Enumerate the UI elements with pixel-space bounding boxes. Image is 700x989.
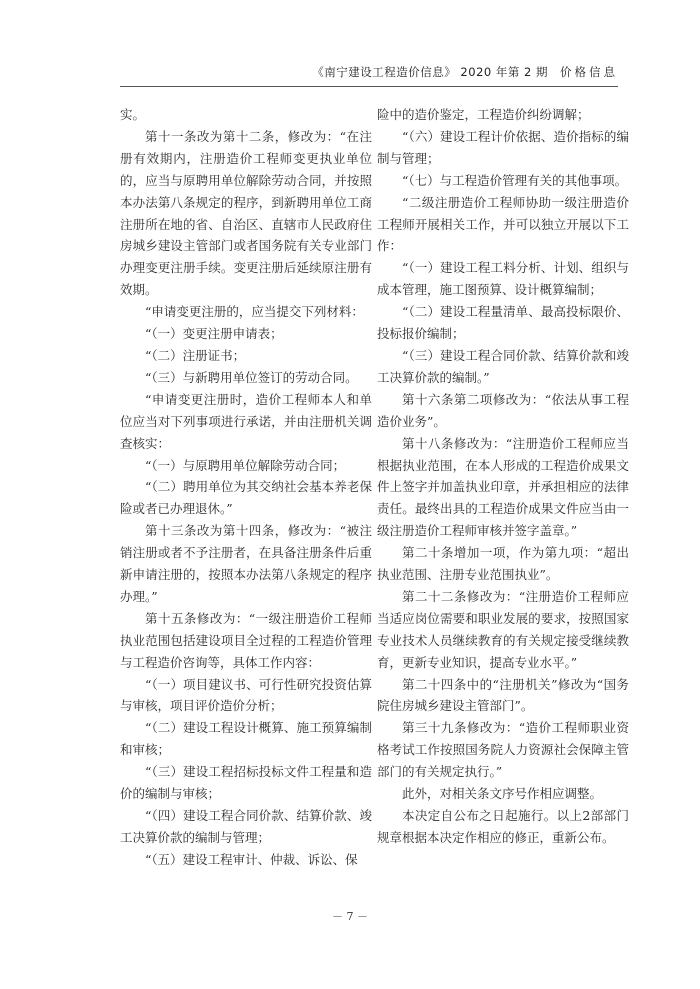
paragraph: “申请变更注册的，应当提交下列材料： [145, 304, 364, 320]
paragraph: “（二）建设工程量清单、最高投标限价、投标报价编制； [377, 304, 629, 342]
paragraph: “（二）聘用单位为其交纳社会基本养老保险或者已办理退休。” [120, 479, 372, 517]
paragraph: “（三）建设工程招标投标文件工程量和造价的编制与审核； [120, 764, 372, 802]
paragraph: 第二十条增加一项，作为第九项：“超出执业范围、注册专业范围执业”。 [377, 545, 629, 583]
paragraph: “（一）项目建议书、可行性研究投资估算与审核，项目评价造价分析； [120, 676, 372, 714]
paragraph: “（一）与原聘用单位解除劳动合同； [145, 457, 346, 473]
paragraph: 第十五条修改为：“一级注册造价工程师执业范围包括建设项目全过程的工程造价管理与工程造价咨询等，具体工作内容： [120, 610, 372, 670]
paragraph: “申请变更注册时，造价工程师本人和单位应当对下列事项进行承诺，并由注册机关调查核实： [120, 391, 372, 451]
paragraph: “（六）建设工程计价依据、造价指标的编制与管理； [377, 128, 629, 166]
paragraph: 第十三条改为第十四条，修改为：“被注销注册或者不予注册者，在具备注册条件后重新申请注册的，按照本办法第八条规定的程序办理。” [120, 523, 372, 604]
running-header [120, 64, 618, 87]
paragraph: 第十八条修改为：“注册造价工程师应当根据执业范围，在本人形成的工程造价成果文件上签字并加盖执业印章，并承担相应的法律责任。最终出具的工程造价成果文件应当由一级注册造价工程师审核并签字盖章。” [377, 435, 629, 539]
paragraph: 第二十二条修改为：“注册造价工程师应当适应岗位需要和职业发展的要求，按照国家专业技术人员继续教育的有关规定接受继续教育，更新专业知识，提高专业水平。” [377, 588, 629, 670]
section-title: 价格信息 [560, 65, 618, 79]
paragraph: “（五）建设工程审计、仲裁、诉讼、保 [145, 851, 358, 867]
paragraph: “（三）与新聘用单位签订的劳动合同。 [145, 369, 358, 385]
paragraph: 实。 [120, 107, 146, 122]
paragraph: 第三十九条修改为：“造价工程师职业资格考试工作按照国务院人力资源社会保障主管部门的有关规定执行。” [377, 720, 629, 780]
paragraph: “（二）注册证书； [145, 347, 246, 363]
paragraph: 险中的造价鉴定，工程造价纠纷调解； [377, 107, 590, 122]
paragraph: “（四）建设工程合同价款、结算价款、竣工决算价款的编制与管理； [120, 808, 372, 845]
paragraph: 第二十四条中的“注册机关”修改为“国务院住房城乡建设主管部门”。 [377, 676, 629, 714]
header-text [312, 64, 618, 80]
paragraph: “（一）建设工程工料分析、计划、组织与成本管理，施工图预算、设计概算编制； [377, 260, 629, 298]
paragraph: 第十一条改为第十二条，修改为：“在注册有效期内，注册造价工程师变更执业单位的，应当与原聘用单位解除劳动合同，并按照本办法第八条规定的程序，到新聘用单位工商注册所在地的省、自治区、直辖市人民政府住房城乡建设主管部门或者国务院有关专业部门办理变更注册手续。变更注册后延续原注册有效期。 [120, 128, 372, 298]
paragraph: “二级注册造价工程师协助一级注册造价工程师开展相关工作，并可以独立开展以下工作： [377, 194, 629, 254]
paragraph: “（三）建设工程合同价款、结算价款和竣工决算价款的编制。” [377, 347, 629, 385]
paragraph: 本决定自公布之日起施行。以上2部部门规章根据本决定作相应的修正，重新公布。 [377, 808, 629, 845]
paragraph: 此外，对相关条文序号作相应调整。 [402, 786, 603, 802]
publication-title: 《南宁建设工程造价信息》 2020 年第 2 期 [312, 65, 548, 79]
paragraph: 第十六条第二项修改为：“依法从事工程造价业务”。 [377, 391, 629, 429]
left-column [120, 104, 372, 871]
paragraph: “（七）与工程造价管理有关的其他事项。 [402, 172, 628, 188]
right-column [377, 104, 629, 849]
page-number: － 7 － [332, 910, 368, 923]
paragraph: “（一）变更注册申请表； [145, 326, 283, 342]
paragraph: “（二）建设工程设计概算、施工预算编制和审核； [120, 720, 372, 758]
